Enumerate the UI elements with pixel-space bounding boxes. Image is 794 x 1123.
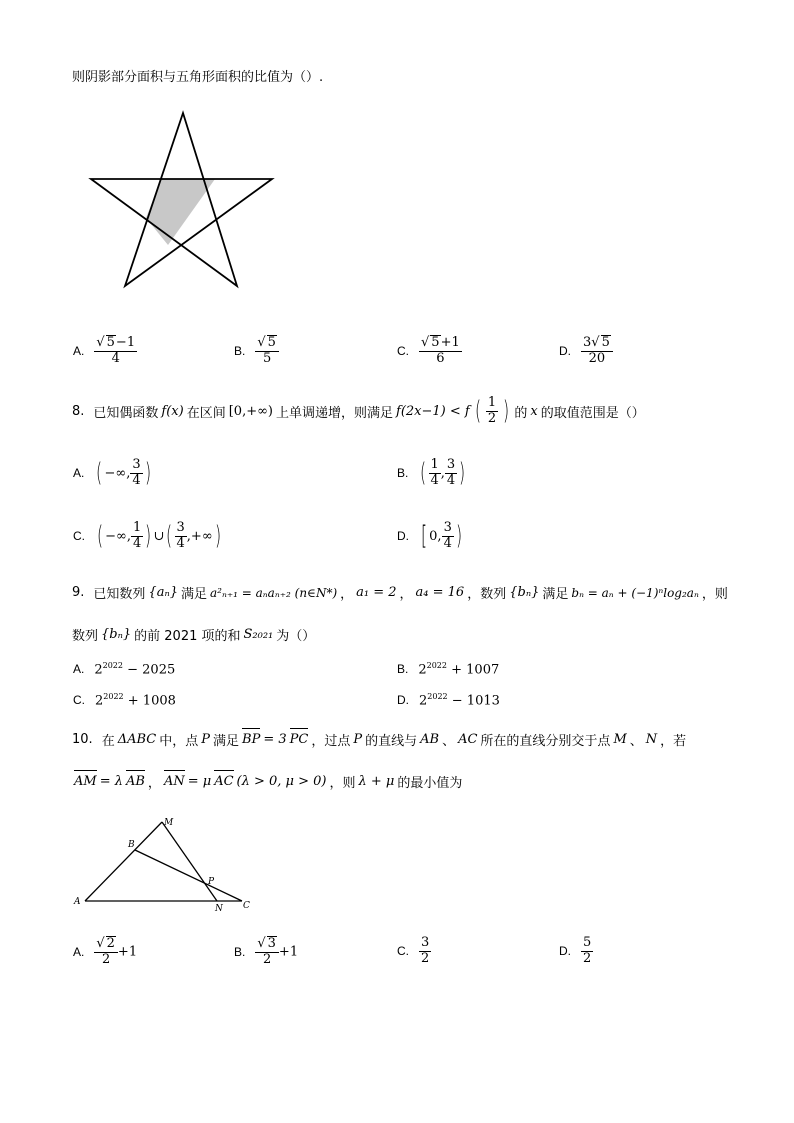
- shaded-region: [146, 179, 215, 245]
- q8-stem: 8. 已知偶函数 f(x) 在区间 [0,+∞) 上单调递增，则满足 f(2x−1) < f ( $\frac{1}{2}$ ) 的 x 的取值范围是（）: [72, 395, 645, 427]
- q7-option-b[interactable]: B. $\frac{√ 5}{5}$: [234, 335, 279, 367]
- label-m: M: [164, 818, 174, 828]
- q10-stem-line1: 10. 在 ΔABC 中，点 P 满足 BP = 3 PC ，过点 P 的直线与 AB 、 AC 所在的直线分别交于点 M 、 N ，若: [72, 732, 687, 749]
- line-bc: [135, 850, 242, 901]
- label-n: N: [215, 904, 223, 914]
- q9-stem-line2: 数列 {bₙ} 的前 2021 项的和 S₂₀₂₁ 为（）: [72, 627, 316, 644]
- q9-option-a[interactable]: A. $2^{2022} - 2025$: [73, 661, 176, 678]
- q7-option-a[interactable]: A. $\frac{√ 5-1}{4}$: [73, 335, 136, 366]
- triangle-figure: [70, 814, 260, 914]
- label-b: B: [128, 840, 135, 850]
- q10-option-a[interactable]: A. $\frac{√ 2}{2}$ +1: [73, 936, 138, 967]
- label-c: C: [243, 901, 250, 911]
- q8-option-a[interactable]: A. ( −∞, $\frac{3}{4}$ ): [73, 457, 151, 489]
- q8-option-c[interactable]: C. ( −∞, $\frac{1}{4}$ ) ∪( $\frac{3}{4}$ ,+∞): [73, 520, 221, 552]
- q7-stem: 则阴影部分面积与五角形面积的比值为（）.: [72, 70, 324, 85]
- q9-stem-line1: 9. 已知数列 {aₙ} 满足 a²ₙ₊₁ = aₙaₙ₊₂ (n∈N*) ， a₁ = 2 ， a₄ = 16 ，数列 {bₙ} 满足 bₙ = aₙ + (−1)ⁿlog₂aₙ ，则: [72, 585, 728, 602]
- q10-option-d[interactable]: D. $\frac{5}{2}$: [559, 935, 592, 966]
- q7-option-d[interactable]: D. $\frac{3√ 5}{20}$: [559, 335, 613, 367]
- q9-option-b[interactable]: B. $2^{2022} + 1007$: [397, 661, 500, 678]
- q9-option-c[interactable]: C. $2^{2022} + 1008$: [73, 692, 176, 709]
- q7-option-c[interactable]: C. $\frac{√ 5+1}{6}$: [397, 335, 460, 366]
- label-p: P: [208, 877, 215, 887]
- line-am: [85, 822, 162, 901]
- line-mn: [162, 822, 217, 901]
- q10-option-c[interactable]: C. $\frac{3}{2}$: [397, 935, 430, 966]
- label-a: A: [74, 897, 81, 907]
- q9-option-d[interactable]: D. $2^{2022} - 1013$: [397, 692, 500, 709]
- star-figure: [80, 105, 280, 295]
- q8-option-b[interactable]: B. ( $\frac{1}{4}$ , $\frac{3}{4}$ ): [397, 457, 466, 489]
- q10-stem-line2: AM = λ AB ， AN = μ AC (λ > 0, μ > 0) ，则 λ + μ 的最小值为: [74, 774, 463, 791]
- q8-option-d[interactable]: D. [ 0, $\frac{3}{4}$ ): [397, 520, 462, 552]
- q10-option-b[interactable]: B. $\frac{√ 3}{2}$ +1: [234, 936, 299, 967]
